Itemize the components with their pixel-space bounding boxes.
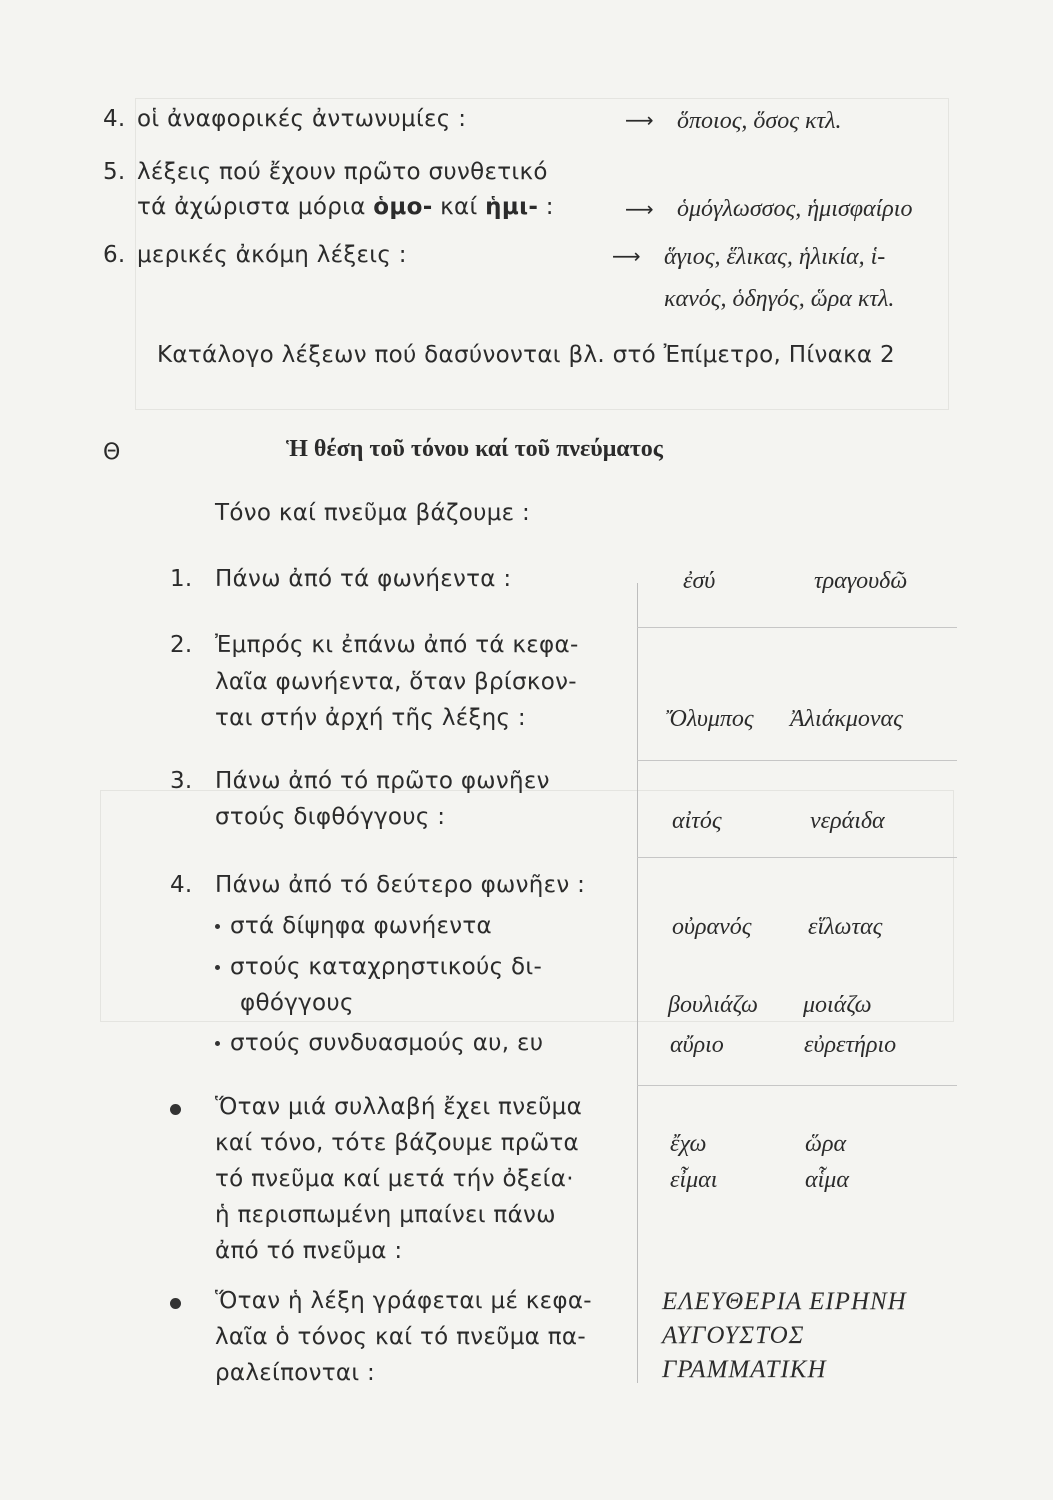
note-1-example-4: αἷμα — [805, 1167, 849, 1193]
rule-4-sub-3-example-2: εὐρετήριο — [804, 1032, 897, 1058]
bullet-icon — [170, 1298, 181, 1309]
rule-4-sub-2-example-1: βουλιάζω — [668, 992, 758, 1018]
note-2-example-1: ΕΛΕΥΘΕΡΙΑ ΕΙΡΗΝΗ — [662, 1288, 907, 1315]
rule-4-sub-2-line2: φθόγγους — [240, 990, 354, 1016]
example-4: ὅποιος, ὅσος κτλ. — [677, 108, 842, 134]
rule-2-line3: ται στήν ἀρχή τῆς λέξης : — [215, 705, 526, 731]
example-5: ὁμόγλωσσος, ἡμισφαίριο — [677, 196, 913, 222]
arrow-icon: ⟶ — [625, 108, 654, 132]
note-1-example-2: ὥρα — [805, 1131, 847, 1157]
table-column-divider — [637, 583, 638, 1383]
rule-1: 1. Πάνω ἀπό τά φωνήεντα : — [170, 566, 512, 592]
rule-4-sub-1-example-1: οὐρανός — [672, 914, 752, 940]
rule-4-sub-2: στούς καταχρηστικούς δι- — [215, 954, 542, 980]
table-row-divider — [637, 760, 957, 761]
example-6-line2: κανός, ὁδηγός, ὥρα κτλ. — [664, 286, 895, 312]
rule-1-example-1: ἐσύ — [683, 568, 716, 594]
note-1-line2: καί τόνο, τότε βάζουμε πρῶτα — [215, 1130, 580, 1156]
arrow-icon: ⟶ — [625, 197, 654, 221]
table-row-divider — [637, 857, 957, 858]
rule-4: 4. Πάνω ἀπό τό δεύτερο φωνῆεν : — [170, 872, 586, 898]
list-item-6: 6. μερικές ἀκόμη λέξεις : — [103, 242, 407, 268]
note-2-line1: Ὅταν ἡ λέξη γράφεται μέ κεφα- — [215, 1288, 592, 1314]
arrow-icon: ⟶ — [612, 244, 641, 268]
note-1-line5: ἀπό τό πνεῦμα : — [215, 1238, 403, 1264]
note-1-line1: Ὅταν μιά συλλαβή ἔχει πνεῦμα — [215, 1094, 583, 1120]
table-row-divider — [637, 1085, 957, 1086]
intro-text: Τόνο καί πνεῦμα βάζουμε : — [215, 500, 531, 526]
example-6: ἅγιος, ἕλικας, ἡλικία, ἱ- — [664, 244, 886, 270]
rule-4-sub-1: στά δίψηφα φωνήεντα — [215, 913, 492, 939]
note-2-line2: λαῖα ὁ τόνος καί τό πνεῦμα πα- — [215, 1324, 586, 1350]
rule-3: 3. Πάνω ἀπό τό πρῶτο φωνῆεν — [170, 768, 550, 794]
rule-2-line2: λαῖα φωνήεντα, ὅταν βρίσκον- — [215, 669, 577, 695]
rule-4-sub-1-example-2: εἵλωτας — [808, 914, 883, 940]
rule-3-example-2: νεράιδα — [810, 808, 885, 834]
bullet-dot-icon — [215, 965, 220, 970]
list-item-5: 5. λέξεις πού ἔχουν πρῶτο συνθετικό — [103, 159, 548, 185]
note-2-example-3: ΓΡΑΜΜΑΤΙΚΗ — [662, 1356, 827, 1383]
rule-4-sub-2-example-2: μοιάζω — [803, 992, 872, 1018]
note-1-line3: τό πνεῦμα καί μετά τήν ὀξεία· — [215, 1166, 574, 1192]
catalog-note: Κατάλογο λέξεων πού δασύνονται βλ. στό Ἐπίμετρο, Πίνακα 2 — [157, 342, 895, 368]
rule-4-sub-3-example-1: αὔριο — [670, 1032, 724, 1058]
bullet-dot-icon — [215, 924, 220, 929]
rule-3-example-1: αἰτός — [672, 808, 722, 834]
rule-4-sub-3: στούς συνδυασμούς αυ, ευ — [215, 1030, 543, 1056]
bullet-icon — [170, 1104, 181, 1115]
list-item-4: 4. οἱ ἀναφορικές ἀντωνυμίες : — [103, 106, 467, 132]
note-2-line3: ραλείπονται : — [215, 1360, 376, 1386]
rule-2-example-2: Ἀλιάκμονας — [790, 706, 903, 732]
rule-2-example-1: Ὄλυμπος — [666, 706, 754, 732]
rule-2: 2. Ἐμπρός κι ἐπάνω ἀπό τά κεφα- — [170, 632, 579, 658]
note-1-example-3: εἶμαι — [670, 1167, 718, 1193]
section-title: Ἡ θέση τοῦ τόνου καί τοῦ πνεύματος — [286, 436, 663, 462]
rule-1-example-2: τραγουδῶ — [814, 568, 908, 594]
list-item-5-line2: τά ἀχώριστα μόρια ὁμο- καί ἡμι- : — [137, 194, 554, 220]
section-letter: Θ — [103, 440, 121, 465]
rule-3-line2: στούς διφθόγγους : — [215, 804, 446, 830]
note-1-example-1: ἔχω — [670, 1131, 707, 1157]
table-row-divider — [637, 627, 957, 628]
note-2-example-2: ΑΥΓΟΥΣΤΟΣ — [662, 1322, 805, 1349]
note-1-line4: ἡ περισπωμένη μπαίνει πάνω — [215, 1202, 556, 1228]
bullet-dot-icon — [215, 1041, 220, 1046]
